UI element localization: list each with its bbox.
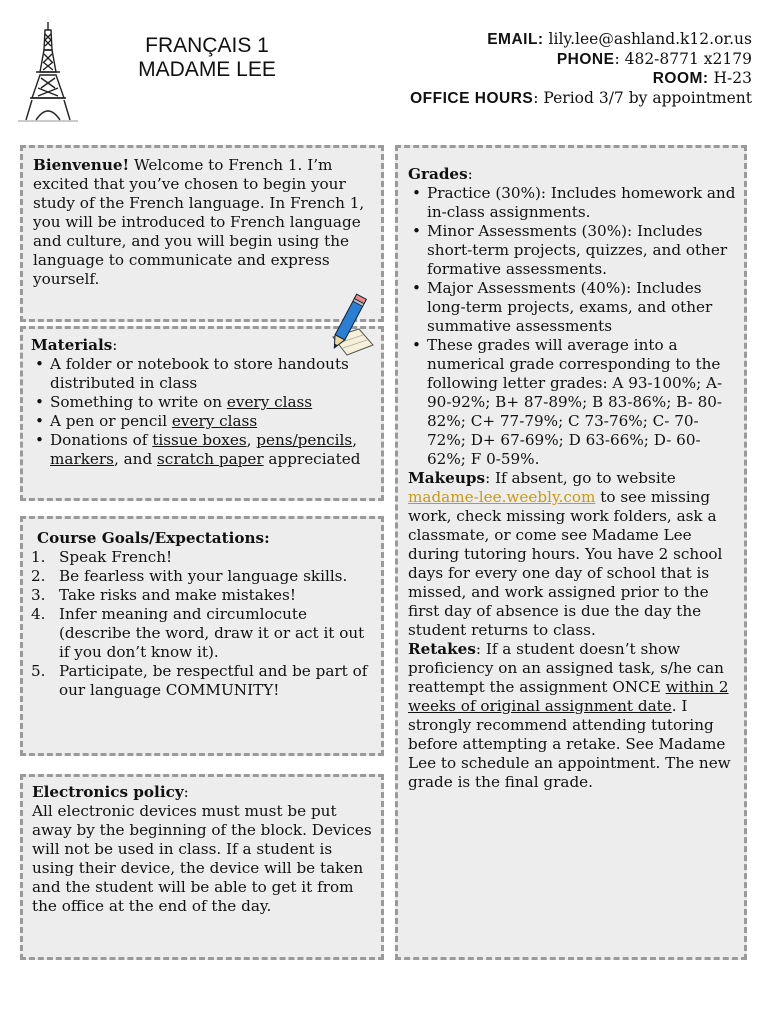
grades-list (408, 184, 736, 469)
electronics-box (20, 774, 384, 960)
materials-list (31, 355, 373, 469)
electronics-heading: Electronics policy: (32, 783, 189, 801)
electronics-text: All electronic devices must must be put away by the beginning of the block. Devices will not be used in class. If a student is using their device, the device will be taken and the student will be able to get it from the office at the end of the day. (32, 802, 372, 915)
list-item: 2. Be fearless with your language skills. (31, 567, 348, 585)
email-value: lily.lee@ashland.k12.or.us (543, 30, 752, 48)
goals-heading: Course Goals/Expectations: (37, 529, 270, 547)
title-line-2: MADAME LEE (138, 58, 276, 81)
website-link[interactable]: madame-lee.weebly.com (408, 488, 596, 506)
materials-box (20, 326, 384, 501)
retakes-section: Retakes: If a student doesn’t show proficiency on an assigned task, s/he can reattempt the assignment ONCE within 2 weeks of original assignment date. I strongly recommend attending tutoring before attempting a retake. See Madame Lee to schedule an appointment. The new grade is the final grade. (408, 640, 731, 791)
title-line-1: FRANÇAIS 1 (145, 34, 269, 57)
grades-heading: Grades: (408, 165, 473, 183)
list-item: 1. Speak French! (31, 548, 173, 566)
list-item: • These grades will average into a numerical grade corresponding to the following letter grades: A 93-100%; A- 90-92%; B+ 87-89%; B 83-86%; B- 80-82%; C+ 77-79%; C 73-76%; C- 70-72%; D+ 67-69%; D 63-66%; D- 60-62%; F 0-59%. (408, 336, 736, 469)
list-item: • Minor Assessments (30%): Includes short-term projects, quizzes, and other formative assessments. (408, 222, 736, 279)
eiffel-tower-icon (14, 20, 82, 122)
goals-box (20, 516, 384, 756)
makeups-heading: Makeups (408, 469, 486, 487)
list-item: • Major Assessments (40%): Includes long-term projects, exams, and other summative assessments (408, 279, 736, 336)
list-item: 3. Take risks and make mistakes! (31, 586, 296, 604)
room-value: H-23 (708, 69, 752, 87)
welcome-text: Welcome to French 1. I’m excited that you’ve chosen to begin your study of the French language. In French 1, you will be introduced to French language and culture, and you will begin using the language to communicate and express yourself. (33, 156, 365, 288)
list-item: 4. Infer meaning and circumlocute (describe the word, draw it or act it out if you don’t know it). (31, 605, 365, 661)
makeups-section: Makeups: If absent, go to website madame-lee.weebly.com to see missing work, check missing work folders, ask a classmate, or come see Madame Lee during tutoring hours. You have 2 school days for every one day of school that is missed, and work assigned prior to the first day of absence is due the day the student returns to class. (408, 469, 723, 639)
list-item: 5. Participate, be respectful and be part of our language COMMUNITY! (31, 662, 368, 699)
list-item: • Donations of tissue boxes, pens/pencils, markers, and scratch paper appreciated (31, 431, 373, 469)
phone-line: PHONE: 482-8771 x2179 (556, 49, 752, 68)
goals-list (31, 548, 373, 700)
retakes-heading: Retakes (408, 640, 476, 658)
list-item: • A folder or notebook to store handouts distributed in class (31, 355, 373, 393)
course-title (100, 34, 314, 82)
list-item: • A pen or pencil every class (31, 412, 373, 431)
materials-heading: Materials: (31, 336, 118, 354)
list-item: • Something to write on every class (31, 393, 373, 412)
list-item: • Practice (30%): Includes homework and in-class assignments. (408, 184, 736, 222)
room-line: ROOM: H-23 (652, 69, 752, 87)
phone-value: : 482-8771 x2179 (614, 49, 752, 68)
office-hours-line: OFFICE HOURS: Period 3/7 by appointment (410, 88, 752, 107)
welcome-heading: Bienvenue! (33, 156, 130, 174)
email-line: EMAIL: lily.lee@ashland.k12.or.us (487, 30, 752, 48)
grades-box (395, 145, 747, 960)
office-hours-value: : Period 3/7 by appointment (533, 88, 752, 107)
contact-info (410, 30, 752, 108)
